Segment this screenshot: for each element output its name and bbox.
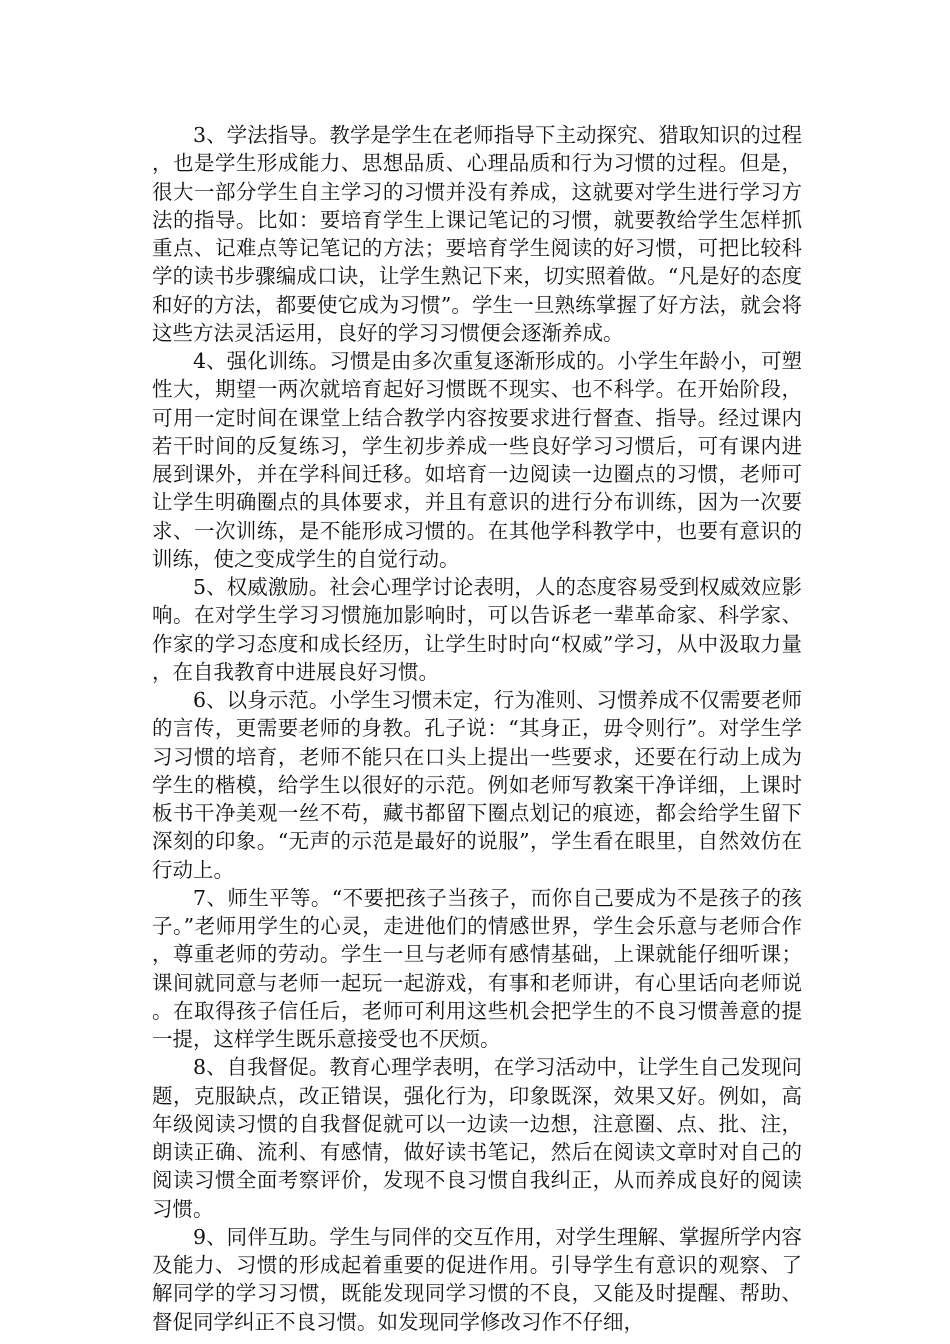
paragraph-self-supervision: 8、自我督促。教育心理学表明，在学习活动中，让学生自己发现问题，克服缺点，改正错误，强化行为，印象既深，效果又好。例如，高年级阅读习惯的自我督促就可以一边读一边想，注意圈、点、批、注，朗读正确、流利、有感情，做好读书笔记，然后在阅读文章时对自己的阅读习惯全面考察评价，发现不良习惯自我纠正，从而养成良好的阅读习惯。: [152, 1055, 802, 1221]
paragraph-intensive-training: 4、强化训练。习惯是由多次重复逐渐形成的。小学生年龄小，可塑性大，期望一两次就培育起好习惯既不现实、也不科学。在开始阶段，可用一定时间在课堂上结合教学内容按要求进行督查、指导。经过课内若干时间的反复练习，学生初步养成一些良好学习习惯后，可有课内进展到课外，并在学科间迁移。如培育一边阅读一边圈点的习惯，老师可让学生明确圈点的具体要求，并且有意识的进行分布训练，因为一次要求、一次训练，是不能形成习惯的。在其他学科教学中，也要有意识的训练，使之变成学生的自觉行动。: [152, 349, 802, 571]
paragraph-authority-motivation: 5、权威激励。社会心理学讨论表明，人的态度容易受到权威效应影响。在对学生学习习惯施加影响时，可以告诉老一辈革命家、科学家、作家的学习态度和成长经历，让学生时时向“权威”学习，从中汲取力量，在自我教育中进展良好习惯。: [152, 575, 802, 684]
paragraph-teacher-student-equality: 7、师生平等。“不要把孩子当孩子，而你自己要成为不是孩子的孩子。”老师用学生的心灵，走进他们的情感世界，学生会乐意与老师合作，尊重老师的劳动。学生一旦与老师有感情基础，上课就能仔细听课；课间就同意与老师一起玩一起游戏，有事和老师讲，有心里话向老师说。在取得孩子信任后，老师可利用这些机会把学生的不良习惯善意的提一提，这样学生既乐意接受也不厌烦。: [152, 885, 802, 1051]
document-body: [152, 121, 802, 1336]
paragraph-lead-by-example: 6、以身示范。小学生习惯未定，行为准则、习惯养成不仅需要老师的言传，更需要老师的身教。孔子说：“其身正，毋令则行”。对学生学习习惯的培育，老师不能只在口头上提出一些要求，还要在行动上成为学生的楷模，给学生以很好的示范。例如老师写教案干净详细，上课时板书干净美观一丝不苟，藏书都留下圈点划记的痕迹，都会给学生留下深刻的印象。“无声的示范是最好的说服”，学生看在眼里，自然效仿在行动上。: [152, 688, 802, 882]
paragraph-peer-assistance: 9、同伴互助。学生与同伴的交互作用，对学生理解、掌握所学内容及能力、习惯的形成起着重要的促进作用。引导学生有意识的观察、了解同学的学习习惯，既能发现同学习惯的不良，又能及时提醒、帮助、督促同学纠正不良习惯。如发现同学修改习作不仔细，: [152, 1224, 802, 1334]
paragraph-study-method-guidance: 3、学法指导。教学是学生在老师指导下主动探究、猎取知识的过程，也是学生形成能力、思想品质、心理品质和行为习惯的过程。但是，很大一部分学生自主学习的习惯并没有养成，这就要对学生进行学习方法的指导。比如：要培育学生上课记笔记的习惯，就要教给学生怎样抓重点、记难点等记笔记的方法；要培育学生阅读的好习惯，可把比较科学的读书步骤编成口诀，让学生熟记下来，切实照着做。“凡是好的态度和好的方法，都要使它成为习惯”。学生一旦熟练掌握了好方法，就会将这些方法灵活运用，良好的学习习惯便会逐渐养成。: [152, 123, 802, 345]
